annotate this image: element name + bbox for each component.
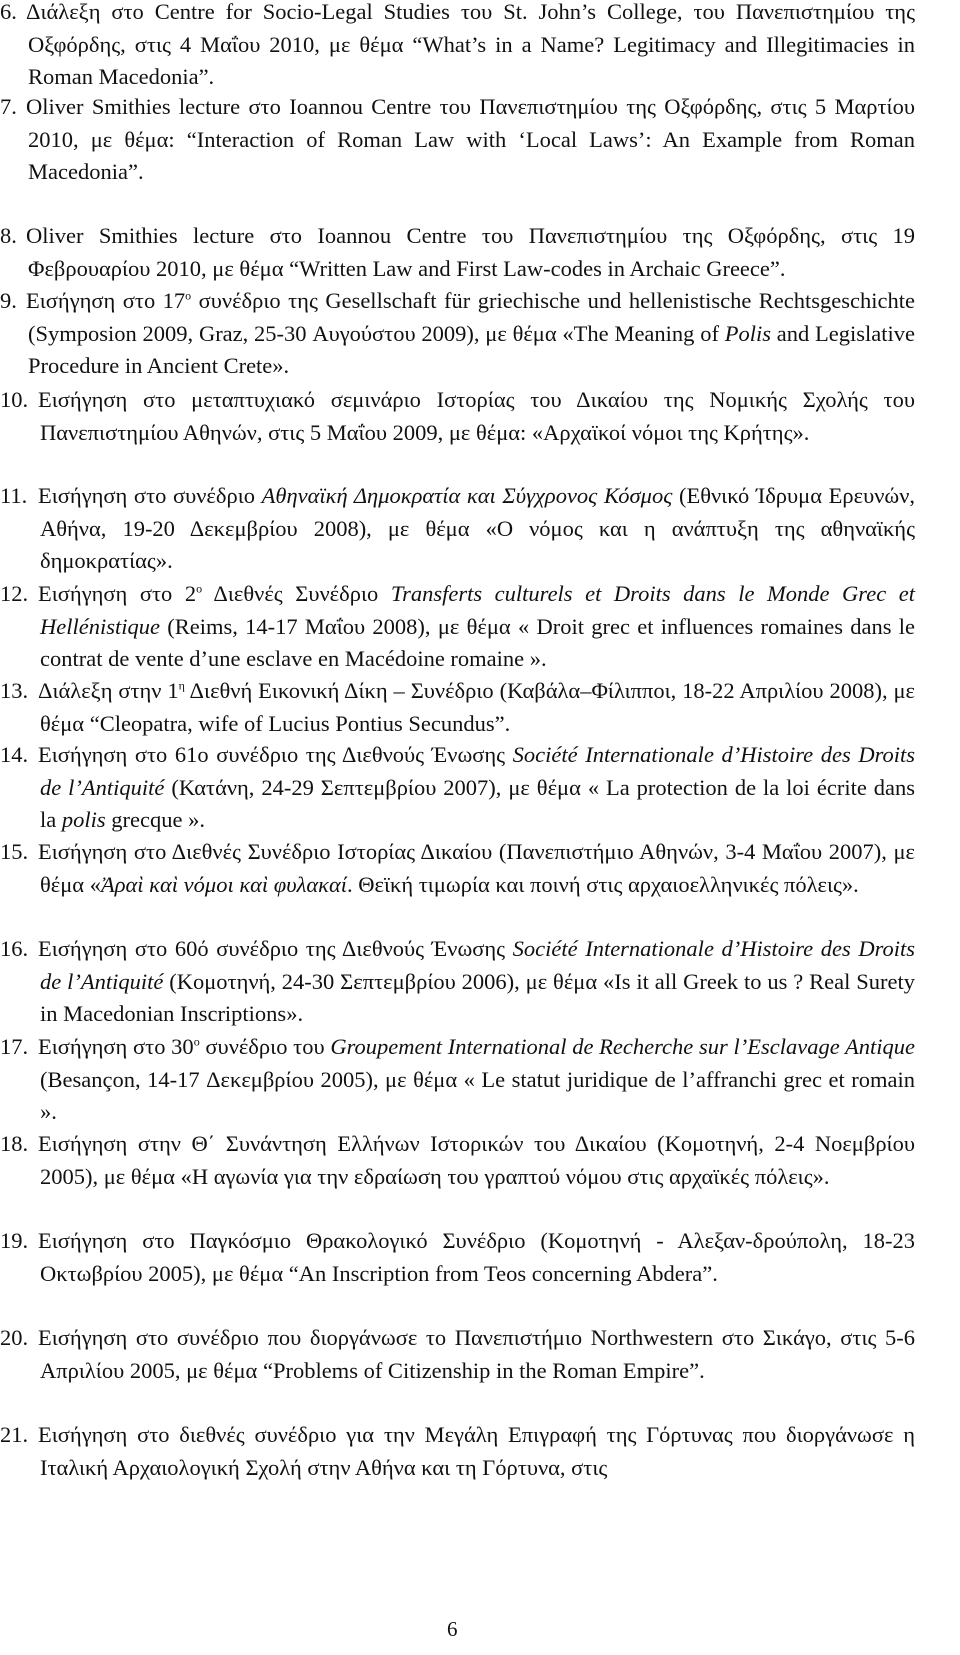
text-run: Εισήγηση στην Θ΄ Συνάντηση Ελλήνων Ιστορικών του Δικαίου (Κομοτηνή, 2-4 Νοεμβρίου 2005), με θέμα «Η αγωνία για την εδραίωση του γραπτού νόμου στις αρχαϊκές πόλεις». (38, 1131, 915, 1189)
list-item (0, 285, 915, 383)
list-item-text (40, 675, 915, 740)
list-item (0, 91, 915, 189)
text-run: (Κατάνη, 24-29 Σεπτεμβρίου 2007), με θέμα « La protection de la loi écrite dans la (40, 774, 915, 832)
list-item-text (28, 220, 915, 285)
text-run: Εισήγηση στο 17 (26, 288, 186, 313)
list-item-number: 12. (0, 581, 29, 606)
list-item-text (28, 0, 915, 94)
ordinal-superscript: ο (196, 581, 203, 596)
list-item-number: 19. (0, 1228, 29, 1253)
text-run: (Reims, 14-17 Μαΐου 2008), με θέμα « Droit grec et influences romaines dans le contrat de vente d’une esclave en Macédoine romaine ». (40, 613, 915, 671)
text-run: Εισήγηση στο 60ό συνέδριο της Διεθνούς Ένωσης (38, 936, 513, 961)
list-item-number: 10. (0, 387, 29, 412)
list-item-number: 17. (0, 1034, 29, 1059)
list-item (0, 1031, 915, 1129)
italic-title: Ἀραὶ καὶ νόμοι καὶ φυλακαί (100, 871, 348, 897)
text-run: Εισήγηση στο μεταπτυχιακό σεμινάριο Ιστορίας του Δικαίου της Νομικής Σχολής του Πανεπιστημίου Αθηνών, στις 5 Μαΐου 2009, με θέμα: «Αρχαϊκοί νόμοι της Κρήτης». (38, 387, 915, 445)
text-run: (Besançon, 14-17 Δεκεμβρίου 2005), με θέμα « Le statut juridique de l’affranchi grec et romain ». (40, 1066, 915, 1124)
list-item-text (40, 836, 915, 901)
list-item-text (40, 1031, 915, 1129)
list-item-number: 6. (0, 0, 17, 24)
list-item-number: 7. (0, 94, 17, 119)
list-item (0, 739, 915, 837)
italic-title: Société Internationale d’Histoire des Droits de l’Antiquité (40, 742, 915, 800)
list-item-text (40, 1322, 915, 1387)
ordinal-superscript: ο (193, 1034, 200, 1049)
text-run: Oliver Smithies lecture στο Ioannou Centre του Πανεπιστημίου της Οξφόρδης, στις 19 Φεβρουαρίου 2010, με θέμα “Written Law and First Law-codes in Archaic Greece”. (26, 223, 915, 281)
text-run: Oliver Smithies lecture στο Ioannou Centre του Πανεπιστημίου της Οξφόρδης, στις 5 Μαρτίου 2010, με θέμα: “Interaction of Roman Law with ‘Local Laws’: An Example from Roman Macedonia”. (26, 94, 915, 184)
list-item (0, 1128, 915, 1193)
list-item-text (40, 933, 915, 1031)
text-run: Διάλεξη στο Centre for Socio-Legal Studies του St. John’s College, του Πανεπιστημίου της Οξφόρδης, στις 4 Μαΐου 2010, με θέμα “What’s in a Name? Legitimacy and Illegitimacies in Roman Macedonia”. (26, 0, 915, 89)
text-run: grecque ». (105, 807, 205, 832)
list-item-number: 20. (0, 1325, 29, 1350)
list-item (0, 1225, 915, 1290)
text-run: Διάλεξη στην 1 (38, 678, 179, 703)
list-item-text (40, 480, 915, 578)
text-run: Εισήγηση στο συνέδριο (38, 483, 262, 508)
list-item-number: 16. (0, 936, 29, 961)
text-run: συνέδριο της Gesellschaft für griechische und hellenistische Rechtsgeschichte (Symposion 2009, Graz, 25-30 Αυγούστου 2009), με θέμα «The Meaning of (28, 288, 915, 346)
list-item-text (40, 578, 915, 676)
ordinal-superscript: ο (185, 288, 192, 303)
list-item-text (40, 1225, 915, 1290)
list-item-number: 9. (0, 288, 17, 313)
list-item-text (40, 1128, 915, 1193)
text-run: Εισήγηση στο Παγκόσμιο Θρακολογικό Συνέδριο (Κομοτηνή - Αλεξαν-δρούπολη, 18-23 Οκτωβρίου 2005), με θέμα “An Inscription from Teos concerning Abdera”. (38, 1228, 915, 1286)
text-run: Εισήγηση στο διεθνές συνέδριο για την Μεγάλη Επιγραφή της Γόρτυνας που διοργάνωσε η Ιταλική Αρχαιολογική Σχολή στην Αθήνα και τη Γόρτυνα, στις (38, 1422, 915, 1480)
ordinal-superscript: η (178, 678, 185, 693)
text-run: Εισήγηση στο 30 (38, 1034, 194, 1059)
list-item (0, 1419, 915, 1484)
list-item-number: 21. (0, 1422, 29, 1447)
list-item-number: 15. (0, 839, 29, 864)
italic-title: Société Internationale d’Histoire des Droits de l’Antiquité (40, 936, 915, 994)
list-item-number: 14. (0, 742, 29, 767)
list-item (0, 933, 915, 1031)
list-item-text (40, 1419, 915, 1484)
italic-title: Polis (724, 320, 771, 346)
page-number: 6 (447, 1617, 458, 1641)
text-run: Εισήγηση στο 61ο συνέδριο της Διεθνούς Ένωσης (38, 742, 513, 767)
list-item (0, 0, 915, 94)
list-item-number: 13. (0, 678, 29, 703)
list-item (0, 836, 915, 901)
list-item (0, 384, 915, 449)
list-item-text (28, 285, 915, 383)
list-item-text (28, 91, 915, 189)
list-item (0, 675, 915, 740)
list-item (0, 480, 915, 578)
list-item-text (40, 739, 915, 837)
list-item (0, 578, 915, 676)
text-run: . Θεϊκή τιμωρία και ποινή στις αρχαιοελληνικές πόλεις». (347, 871, 859, 897)
text-run: Διεθνή Εικονική Δίκη – Συνέδριο (Καβάλα–Φίλιπποι, 18-22 Απριλίου 2008), με θέμα “Cleopatra, wife of Lucius Pontius Secundus”. (40, 678, 915, 736)
italic-title: Transferts culturels et Droits dans le Monde Grec et Hellénistique (40, 581, 916, 639)
list-item-number: 18. (0, 1131, 29, 1156)
list-item (0, 220, 915, 285)
text-run: Εισήγηση στο συνέδριο που διοργάνωσε το Πανεπιστήμιο Northwestern στο Σικάγο, στις 5-6 Απριλίου 2005, με θέμα “Problems of Citizenship in the Roman Empire”. (38, 1325, 915, 1383)
italic-title: polis (61, 807, 106, 832)
list-item-text (40, 384, 915, 449)
text-run: Εισήγηση στο 2 (38, 581, 197, 606)
list-item-number: 11. (0, 483, 28, 508)
list-item-number: 8. (0, 223, 17, 248)
italic-title: Groupement International de Recherche sur l’Esclavage Antique (330, 1034, 915, 1059)
text-run: (Κομοτηνή, 24-30 Σεπτεμβρίου 2006), με θέμα «Is it all Greek to us ? Real Surety in Macedonian Inscriptions». (40, 968, 915, 1026)
text-run: Εισήγηση στο Διεθνές Συνέδριο Ιστορίας Δικαίου (Πανεπιστήμιο Αθηνών, 3-4 Μαΐου 2007), με θέμα « (38, 839, 915, 897)
text-run: συνέδριο του (199, 1034, 331, 1059)
text-run: and Legislative Procedure in Ancient Crete». (28, 320, 915, 378)
text-run: (Εθνικό Ίδρυμα Ερευνών, Αθήνα, 19-20 Δεκεμβρίου 2008), με θέμα «Ο νόμος και η ανάπτυξη της αθηναϊκής δημοκρατίας». (40, 483, 915, 573)
list-item (0, 1322, 915, 1387)
text-run: Διεθνές Συνέδριο (202, 581, 391, 606)
italic-title: Αθηναϊκή Δημοκρατία και Σύγχρονος Κόσμος (261, 483, 673, 508)
